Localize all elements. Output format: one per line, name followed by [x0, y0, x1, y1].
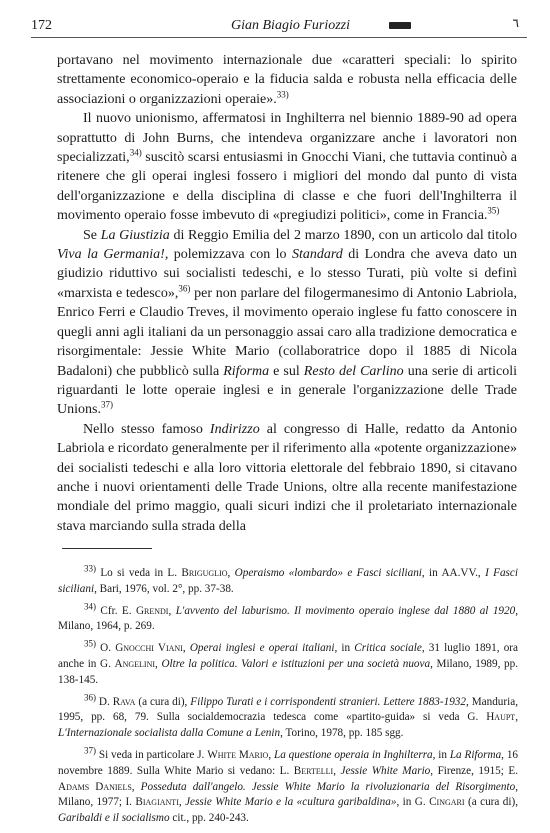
text-run: Biagianti: [135, 796, 179, 809]
text-run: L'Internazionale socialista dalla Comune a Lenin: [58, 727, 281, 740]
text-run: , Torino, 1978, pp. 185 sgg.: [280, 727, 404, 740]
text-run: di Londra che aveva dato un giudizio riduttivo sui socialisti tedeschi, e lo stesso Turati, più volte si definì «marxista e tedesco»,: [57, 247, 517, 301]
running-head: Gian Biagio Furiozzi: [231, 18, 351, 33]
paragraph: [57, 226, 517, 420]
footnote: [58, 638, 518, 688]
text-run: ,: [178, 796, 186, 809]
text-run: Oltre la politica. Valori e istituzioni per una società nuova: [161, 657, 431, 670]
note-reference: 33): [84, 563, 96, 574]
paragraph: [57, 420, 517, 536]
text-run: Gnocchi Viani: [115, 642, 183, 655]
text-run: ,: [131, 780, 141, 793]
corner-tick-mark: ٦: [512, 16, 519, 30]
text-run: I Fasci siciliani: [58, 567, 518, 595]
note-reference: 36): [178, 283, 191, 294]
text-run: Operaismo «lombardo» e Fasci siciliani: [234, 567, 422, 579]
page-number: 172: [31, 18, 52, 33]
text-run: una serie di articoli riguardanti le lotte operaie inglesi e in generale l'organizzazione delle Trade Unions.: [57, 363, 517, 418]
text-run: La Giustizia: [100, 227, 170, 243]
text-run: , Milano, 1977; I.: [58, 780, 518, 809]
text-run: Rava: [112, 695, 136, 708]
text-run: Grendi: [135, 604, 169, 617]
text-run: D.: [96, 695, 113, 708]
footnotes: [58, 563, 519, 833]
footnote: [58, 745, 519, 827]
text-run: Si veda in particolare J.: [96, 748, 208, 761]
text-run: , Firenze, 1915; E.: [430, 764, 519, 777]
footnote: [58, 563, 518, 598]
text-run: Viva la Germania!,: [57, 247, 169, 263]
page-header: [31, 16, 527, 36]
text-run: Operai inglesi e operai italiani: [189, 642, 335, 655]
text-run: polemizzava con lo: [168, 247, 292, 263]
text-run: Filippo Turati e i corrispondenti stranieri. Lettere 1883-1932: [190, 695, 466, 708]
text-run: ,: [227, 567, 235, 579]
text-run: , in: [334, 642, 355, 655]
text-run: Resto del Carlino: [303, 363, 404, 379]
note-reference: 35): [487, 205, 500, 216]
text-run: Angelini: [114, 657, 156, 670]
text-run: ,: [333, 764, 341, 777]
text-run: Posseduta dall'angelo. Jessie White Mario la rivoluzionaria del Risorgimento: [140, 780, 516, 793]
footnote: [58, 600, 518, 636]
text-run: , Manduria, 1995, pp. 68, 79. Sulla socialdemocrazia tedesca come «partito-guida» si veda G.: [58, 695, 518, 724]
text-run: Standard: [291, 247, 343, 263]
text-run: e sul: [269, 363, 304, 379]
text-run: , Bari, 1976, vol. 2°, pp. 37-38.: [94, 582, 234, 595]
text-run: ,: [168, 604, 176, 617]
text-run: Briguglio: [181, 567, 228, 579]
text-run: Cingari: [429, 796, 465, 809]
footnote-separator: [62, 548, 152, 549]
text-run: Garibaldi e il socialismo: [58, 812, 170, 825]
text-run: (a cura di),: [135, 695, 191, 708]
text-run: Riforma: [223, 363, 270, 379]
text-run: Nello stesso famoso: [83, 421, 210, 437]
text-run: , 31 luglio 1891, ora anche in G.: [58, 642, 518, 670]
note-reference: 37): [100, 399, 113, 410]
text-run: Cfr. E.: [96, 604, 136, 617]
text-run: Jessie White Mario e la «cultura garibaldina»: [185, 796, 397, 809]
note-reference: 35): [84, 638, 96, 649]
text-run: , Milano, 1989, pp. 138-145.: [58, 657, 518, 686]
header-rule: [31, 37, 527, 38]
text-run: O.: [96, 642, 116, 655]
ink-smudge-mark: [389, 22, 411, 29]
text-run: Jessie White Mario: [340, 764, 431, 777]
note-reference: 34): [129, 147, 142, 158]
text-run: Indirizzo: [209, 421, 260, 437]
note-reference: 37): [84, 745, 96, 756]
text-run: ,: [268, 748, 274, 761]
note-reference: 36): [84, 691, 96, 702]
text-run: Adams Daniels: [58, 780, 132, 793]
text-run: , in: [432, 748, 450, 761]
text-run: , in G.: [396, 796, 430, 809]
paragraph: [57, 109, 517, 225]
text-run: cit., pp. 240-243.: [169, 812, 249, 825]
text-run: Il nuovo unionismo, affermatosi in Inghilterra nel biennio 1889-90 ad opera soprattutto di John Burns, che intendeva organizzare anche i lavoratori non specializzati,: [57, 111, 517, 166]
text-run: L'avvento del laburismo. Il movimento operaio inglese dal 1880 al 1920: [175, 604, 516, 617]
note-reference: 33): [276, 89, 289, 100]
text-run: per non parlare del filogermanesimo di Antonio Labriola, Enrico Ferri e Claudio Treves, il movimento operaio inglese fu fatto conoscere in quegli anni agli italiani da un personaggio assai caro alla tradizione democratica e risorgimentale: Jessie White Mario (collaboratrice dopo il 1885 di Nicola Badaloni) che pubblicò sulla: [57, 285, 518, 379]
text-run: ,: [182, 642, 190, 655]
text-run: , Milano, 1964, p. 269.: [58, 604, 518, 633]
text-run: Se: [83, 227, 101, 243]
text-run: Haupt: [486, 711, 516, 724]
main-text: [57, 51, 517, 536]
text-run: White Mario: [207, 748, 269, 761]
text-run: , 16 novembre 1889. Sulla White Mario si vedano: L.: [58, 748, 518, 777]
paragraph: [57, 51, 517, 109]
text-run: La questione operaia in Inghilterra: [273, 748, 433, 761]
text-run: ,: [515, 711, 518, 724]
text-run: Bertelli: [293, 764, 334, 777]
text-run: ,: [155, 657, 162, 670]
text-run: portavano nel movimento internazionale due «caratteri speciali: lo spirito strettamente economico-operaio e la fiducia salda e robusta nella efficacia delle associazioni o organizzazioni operaie».: [57, 53, 517, 107]
text-run: al congresso di Halle, redatto da Antonio Labriola e ricordato generalmente per il riferimento alla «potente organizzazione» dei socialisti tedeschi e alla loro vittoria elettorale del febbraio 1890, si citavano anche i nuovi orientamenti delle Trade Unions, oltre alla recente manifestazione mondiale del primo maggio, quali sicuri indizi che il proletariato internazionale stava marciando sulla strada della: [57, 421, 518, 534]
text-run: Lo si veda in L.: [96, 567, 182, 579]
text-run: di Reggio Emilia del 2 marzo 1890, con un articolo dal titolo: [169, 227, 518, 243]
text-run: La Riforma: [449, 748, 502, 761]
text-run: (a cura di),: [464, 796, 519, 809]
note-reference: 34): [84, 600, 96, 611]
text-run: , in AA.VV.,: [421, 567, 486, 579]
footnote: [58, 691, 518, 742]
text-run: Critica sociale: [354, 642, 422, 655]
text-run: suscitò scarsi entusiasmi in Gnocchi Viani, che tuttavia continuò a ritenere che gli operai inglesi fossero i migliori del mondo dal punto di vista dell'organizzazione e della disciplina di classe e che fuori dell'Inghilterra il movimento operaio fosse imbevuto di «pregiudizi politici», come in Francia.: [57, 150, 517, 224]
